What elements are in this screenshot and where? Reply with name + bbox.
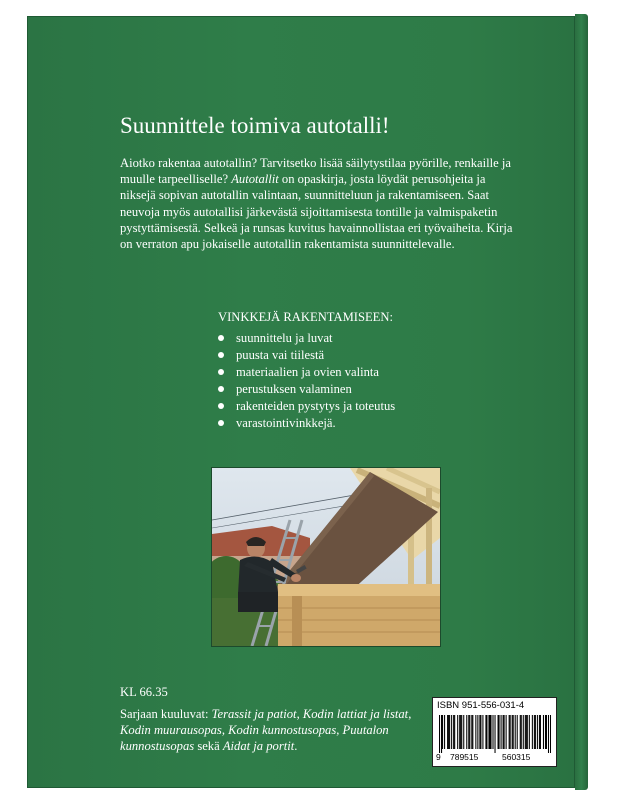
barcode-bar (512, 715, 513, 749)
barcode-bar (485, 715, 486, 749)
series-separator: , (221, 723, 229, 738)
tip-item (218, 398, 395, 415)
barcode-bar (521, 715, 522, 749)
barcode-bar (523, 715, 524, 749)
barcode-icon (439, 715, 551, 753)
barcode-bar (510, 715, 511, 749)
barcode-bar (447, 715, 448, 749)
barcode-bar (477, 715, 478, 749)
barcode-bar (527, 715, 528, 749)
barcode-bar (441, 715, 442, 753)
barcode-bar (499, 715, 500, 749)
barcode-bar (545, 715, 546, 749)
tip-text: materiaalien ja ovien valinta (236, 365, 380, 379)
book-spine-edge (575, 14, 588, 790)
roof-construction-photo (211, 467, 441, 647)
photo-illustration (212, 468, 440, 646)
tip-item (218, 381, 395, 398)
barcode-bar (488, 715, 489, 749)
barcode-bar (501, 715, 502, 749)
barcode-bar (504, 715, 505, 749)
barcode-bar (540, 715, 541, 749)
cover-headline: Suunnittele toimiva autotalli! (120, 113, 390, 138)
tip-item (218, 364, 395, 381)
barcode-bar (492, 715, 493, 749)
intro-paragraph (120, 155, 522, 252)
barcode-bar (469, 715, 470, 749)
bullet-dot-icon (218, 420, 224, 426)
series-title: Puutalon kunnostusopas (120, 723, 389, 754)
tip-item (218, 330, 395, 347)
barcode-bar (517, 715, 518, 749)
barcode-bar (471, 715, 472, 749)
barcode-bar (495, 715, 496, 753)
barcode-bar (498, 715, 499, 749)
bullet-dot-icon (218, 352, 224, 358)
series-separator: , (408, 707, 412, 721)
tip-text: varastointivinkkejä. (236, 416, 336, 430)
series-title: Kodin kunnostusopas (228, 723, 337, 738)
barcode-bar (509, 715, 510, 749)
tip-text: rakenteiden pystytys ja toteutus (236, 399, 396, 413)
series-title: Kodin lattiat ja listat (302, 707, 409, 721)
series-title: Aidat ja portit (222, 739, 295, 754)
barcode-bar (537, 715, 538, 749)
bullet-dot-icon (218, 369, 224, 375)
barcode-bar (449, 715, 450, 749)
tip-text: perustuksen valaminen (236, 382, 352, 396)
series-separator: . (294, 739, 298, 754)
intro-book-name: Autotallit (231, 172, 279, 187)
barcode-bar (534, 715, 535, 749)
tip-text: suunnittelu ja luvat (236, 331, 333, 345)
barcode-bar (513, 715, 514, 749)
isbn-barcode-box (432, 697, 557, 767)
barcode-bar (453, 715, 454, 749)
barcode-bar (461, 715, 462, 749)
intro-text-part-2: on opaskirja, josta löydät perusohjeita ja niksejä sopivan autotallin valintaan, suunnitteluun ja rakentamiseen. Saat neuvoja myös autotallisi järkevästä sijoittamisesta tontille ja valmispaketin pystyttämisestä. Selkeä ja runsas kuvitus havainnollistaa eri työvaiheita. Kirja on verraton apu jokaiselle autotallin rakentamista suunnittelevalle. (120, 172, 513, 252)
isbn-number: ISBN 951-556-031-4 (437, 700, 525, 711)
series-separator: sekä (194, 739, 223, 754)
barcode-bar (468, 715, 469, 749)
barcode-bar (539, 715, 540, 749)
barcode-bar (472, 715, 473, 749)
series-title: Terassit ja patiot (211, 707, 297, 721)
barcode-bar (475, 715, 476, 749)
barcode-bar (503, 715, 504, 749)
intro-text-part-1: Aiotko rakentaa autotallin? Tarvitsetko lisää säilytystilaa pyörille, renkaille ja muulle tarpeelliselle? (120, 156, 511, 187)
series-list (120, 706, 420, 755)
barcode-bar (463, 715, 464, 749)
barcode-bar (444, 715, 445, 749)
barcode-bar (454, 715, 455, 749)
tip-item (218, 415, 395, 432)
barcode-bar (479, 715, 480, 749)
barcode-bar (526, 715, 527, 749)
barcode-bar (439, 715, 440, 753)
barcode-right-digits: 560315 (502, 752, 531, 762)
barcode-bar (457, 715, 458, 749)
tip-item (218, 347, 395, 364)
barcode-bar (548, 715, 549, 753)
barcode-bar (490, 715, 491, 749)
barcode-bar (480, 715, 481, 749)
series-lead: Sarjaan kuuluvat: (120, 707, 212, 721)
library-classification: KL 66.35 (120, 685, 168, 699)
barcode-first-digit: 9 (436, 752, 441, 762)
barcode-bar (520, 715, 521, 749)
bullet-dot-icon (218, 335, 224, 341)
barcode-bar (535, 715, 536, 749)
barcode-bar (529, 715, 530, 749)
series-title: Kodin muurausopas (120, 723, 222, 738)
barcode-bar (489, 715, 490, 749)
barcode-bar (506, 715, 507, 749)
barcode-left-digits: 789515 (450, 752, 479, 762)
barcode-bar (442, 715, 443, 749)
barcode-bar (543, 715, 544, 749)
barcode-bar (451, 715, 452, 749)
barcode-bar (460, 715, 461, 749)
barcode-bar (550, 715, 551, 753)
barcode-bar (532, 715, 533, 749)
bullet-dot-icon (218, 386, 224, 392)
barcode-bar (515, 715, 516, 749)
barcode-bar (459, 715, 460, 749)
barcode-bar (546, 715, 547, 749)
barcode-bar (448, 715, 449, 749)
tips-heading: VINKKEJÄ RAKENTAMISEEN: (218, 310, 393, 324)
barcode-bar (466, 715, 467, 749)
tips-list (218, 330, 395, 432)
tip-text: puusta vai tiilestä (236, 348, 325, 362)
series-separator: , (296, 707, 303, 721)
barcode-bar (525, 715, 526, 749)
series-separator: , (336, 723, 343, 738)
barcode-bar (486, 715, 487, 749)
barcode-bar (482, 715, 483, 749)
bullet-dot-icon (218, 403, 224, 409)
